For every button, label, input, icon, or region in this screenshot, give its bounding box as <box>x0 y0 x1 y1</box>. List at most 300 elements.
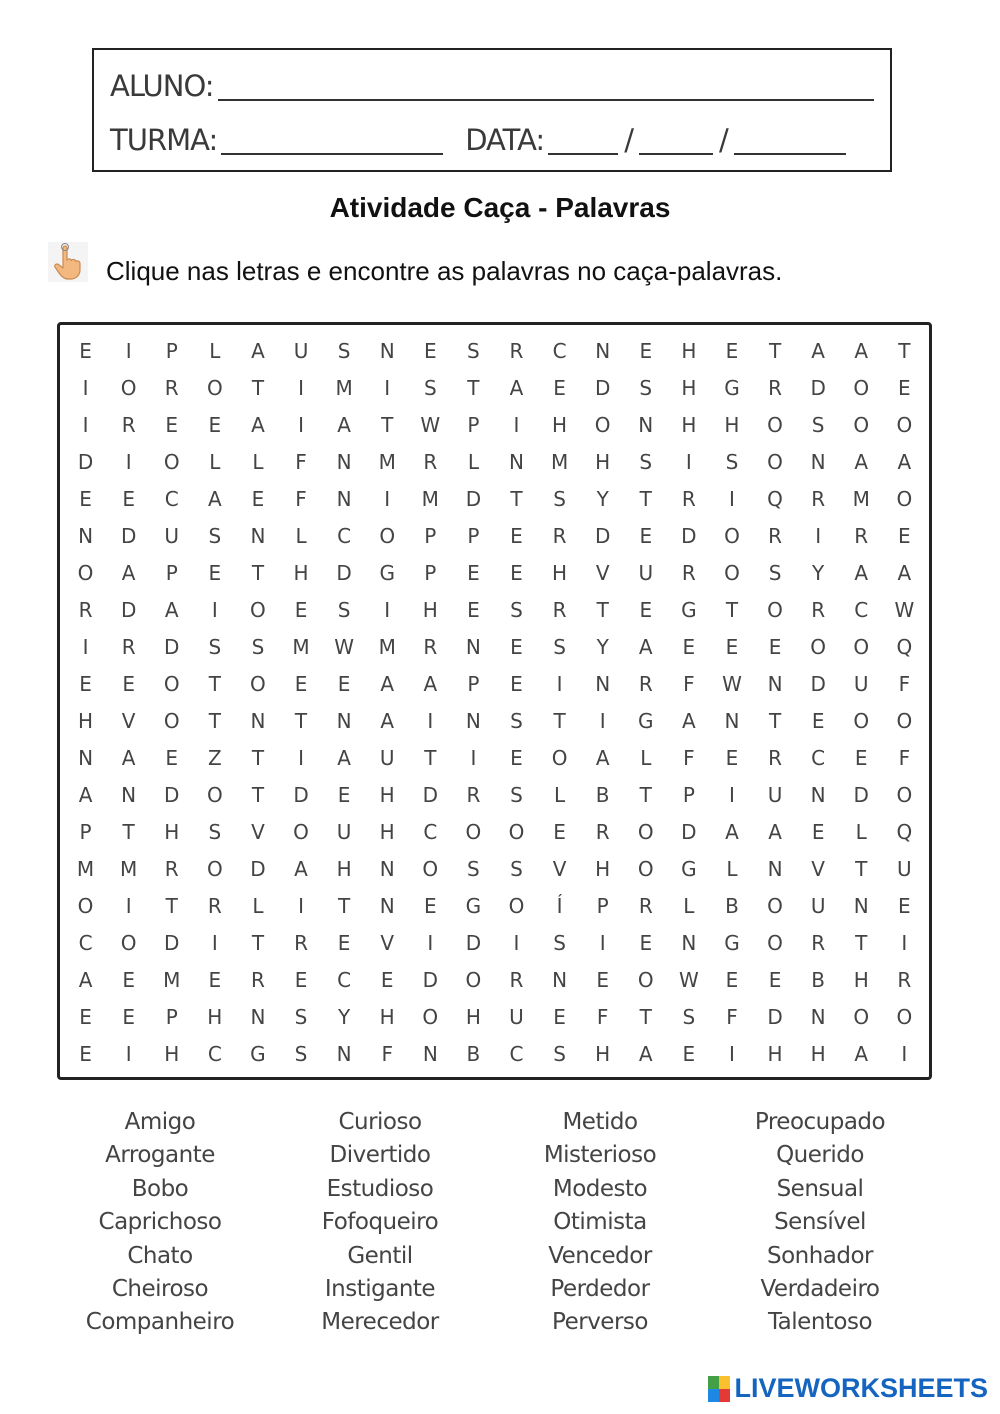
grid-letter[interactable]: I <box>125 1042 132 1066</box>
grid-letter[interactable]: U <box>336 820 352 844</box>
grid-letter[interactable]: D <box>77 450 94 474</box>
grid-letter[interactable]: N <box>379 894 395 918</box>
grid-letter[interactable]: E <box>639 598 653 622</box>
grid-letter[interactable]: R <box>768 746 782 770</box>
grid-letter[interactable]: P <box>79 820 92 844</box>
grid-letter[interactable]: A <box>337 746 351 770</box>
grid-letter[interactable]: S <box>208 635 222 659</box>
grid-letter[interactable]: S <box>208 820 222 844</box>
grid-letter[interactable]: H <box>379 1005 395 1029</box>
grid-letter[interactable]: D <box>767 1005 783 1029</box>
grid-letter[interactable]: T <box>639 783 652 807</box>
grid-letter[interactable]: M <box>550 450 569 474</box>
grid-letter[interactable]: E <box>294 968 308 992</box>
grid-letter[interactable]: D <box>120 524 137 548</box>
grid-letter[interactable]: N <box>78 746 94 770</box>
grid-letter[interactable]: O <box>767 931 783 955</box>
grid-letter[interactable]: E <box>725 746 739 770</box>
grid-letter[interactable]: R <box>768 376 782 400</box>
grid-letter[interactable]: D <box>250 857 266 881</box>
grid-letter[interactable]: D <box>336 561 352 585</box>
grid-letter[interactable]: O <box>422 857 439 881</box>
grid-letter[interactable]: T <box>208 709 221 733</box>
grid-letter[interactable]: O <box>853 1005 870 1029</box>
grid-letter[interactable]: I <box>729 487 735 511</box>
grid-letter[interactable]: L <box>467 450 479 474</box>
grid-letter[interactable]: E <box>898 524 911 548</box>
grid-letter[interactable]: O <box>508 820 525 844</box>
grid-letter[interactable]: S <box>294 1042 308 1066</box>
grid-letter[interactable]: H <box>422 598 438 622</box>
grid-letter[interactable]: E <box>79 487 92 511</box>
grid-letter[interactable]: E <box>682 1042 696 1066</box>
grid-letter[interactable]: D <box>465 487 482 511</box>
grid-letter[interactable]: T <box>898 339 911 363</box>
grid-letter[interactable]: L <box>726 857 738 881</box>
grid-letter[interactable]: C <box>811 746 826 770</box>
grid-letter[interactable]: H <box>552 561 568 585</box>
grid-letter[interactable]: C <box>337 968 352 992</box>
grid-letter[interactable]: D <box>164 931 180 955</box>
grid-letter[interactable]: H <box>681 413 697 437</box>
grid-letter[interactable]: R <box>509 339 524 363</box>
grid-letter[interactable]: O <box>724 524 740 548</box>
grid-letter[interactable]: H <box>595 857 611 881</box>
grid-letter[interactable]: W <box>894 598 915 622</box>
grid-letter[interactable]: O <box>250 598 266 622</box>
grid-letter[interactable]: P <box>467 524 480 548</box>
grid-letter[interactable]: E <box>423 339 437 363</box>
grid-letter[interactable]: A <box>121 746 136 770</box>
grid-letter[interactable]: A <box>595 746 610 770</box>
grid-letter[interactable]: C <box>552 339 567 363</box>
grid-letter[interactable]: I <box>599 709 606 733</box>
grid-letter[interactable]: L <box>209 450 221 474</box>
grid-letter[interactable]: R <box>164 857 179 881</box>
grid-letter[interactable]: D <box>594 524 611 548</box>
grid-letter[interactable]: E <box>768 968 782 992</box>
grid-letter[interactable]: M <box>163 968 181 992</box>
grid-letter[interactable]: I <box>298 413 304 437</box>
grid-letter[interactable]: F <box>726 1005 738 1029</box>
grid-letter[interactable]: A <box>638 635 653 659</box>
grid-letter[interactable]: E <box>380 968 394 992</box>
grid-letter[interactable]: U <box>509 1005 524 1029</box>
grid-letter[interactable]: G <box>724 931 740 955</box>
grid-letter[interactable]: B <box>811 968 825 992</box>
grid-letter[interactable]: E <box>854 746 868 770</box>
grid-letter[interactable]: R <box>121 635 136 659</box>
grid-letter[interactable]: L <box>209 339 221 363</box>
grid-letter[interactable]: O <box>853 413 870 437</box>
grid-letter[interactable]: H <box>379 820 395 844</box>
grid-letter[interactable]: E <box>467 561 480 585</box>
grid-letter[interactable]: D <box>810 672 826 696</box>
grid-letter[interactable]: F <box>295 487 307 511</box>
grid-letter[interactable]: E <box>165 746 179 770</box>
grid-letter[interactable]: P <box>467 413 480 437</box>
grid-letter[interactable]: H <box>379 783 395 807</box>
grid-letter[interactable]: H <box>465 1005 481 1029</box>
grid-letter[interactable]: N <box>638 413 654 437</box>
grid-letter[interactable]: R <box>164 376 179 400</box>
grid-letter[interactable]: E <box>639 339 653 363</box>
grid-letter[interactable]: Y <box>596 635 609 659</box>
grid-letter[interactable]: N <box>853 894 869 918</box>
grid-letter[interactable]: E <box>639 931 653 955</box>
grid-letter[interactable]: N <box>810 450 826 474</box>
grid-letter[interactable]: U <box>810 894 826 918</box>
grid-letter[interactable]: R <box>811 598 826 622</box>
grid-letter[interactable]: I <box>901 1042 908 1066</box>
grid-letter[interactable]: G <box>465 894 482 918</box>
grid-letter[interactable]: D <box>810 376 826 400</box>
grid-letter[interactable]: O <box>810 635 827 659</box>
grid-letter[interactable]: I <box>384 598 391 622</box>
grid-letter[interactable]: L <box>855 820 867 844</box>
grid-letter[interactable]: I <box>82 413 89 437</box>
grid-letter[interactable]: N <box>336 450 352 474</box>
grid-letter[interactable]: R <box>121 413 136 437</box>
grid-letter[interactable]: H <box>681 376 697 400</box>
grid-letter[interactable]: V <box>595 561 610 585</box>
grid-letter[interactable]: P <box>424 524 437 548</box>
grid-letter[interactable]: Y <box>812 561 825 585</box>
grid-letter[interactable]: T <box>510 487 523 511</box>
grid-letter[interactable]: O <box>896 487 913 511</box>
grid-letter[interactable]: I <box>729 1042 735 1066</box>
grid-letter[interactable]: O <box>896 783 913 807</box>
grid-letter[interactable]: A <box>78 783 93 807</box>
grid-letter[interactable]: N <box>595 672 611 696</box>
grid-letter[interactable]: U <box>293 339 309 363</box>
grid-letter[interactable]: T <box>208 672 221 696</box>
grid-letter[interactable]: A <box>768 820 782 844</box>
grid-letter[interactable]: S <box>510 709 523 733</box>
grid-letter[interactable]: M <box>76 857 95 881</box>
grid-letter[interactable]: B <box>725 894 739 918</box>
grid-letter[interactable]: O <box>465 820 482 844</box>
grid-letter[interactable]: F <box>683 746 695 770</box>
grid-letter[interactable]: E <box>553 376 566 400</box>
grid-letter[interactable]: R <box>897 968 912 992</box>
grid-letter[interactable]: H <box>78 709 94 733</box>
grid-letter[interactable]: F <box>295 450 307 474</box>
grid-letter[interactable]: N <box>422 1042 438 1066</box>
grid-letter[interactable]: R <box>595 820 610 844</box>
grid-letter[interactable]: O <box>637 820 654 844</box>
grid-letter[interactable]: S <box>510 598 523 622</box>
grid-letter[interactable]: I <box>125 450 132 474</box>
grid-letter[interactable]: D <box>164 783 180 807</box>
grid-letter[interactable]: E <box>294 672 308 696</box>
grid-letter[interactable]: D <box>681 524 697 548</box>
grid-letter[interactable]: D <box>422 783 438 807</box>
grid-letter[interactable]: E <box>122 968 135 992</box>
grid-letter[interactable]: A <box>380 709 395 733</box>
grid-letter[interactable]: N <box>509 450 524 474</box>
grid-letter[interactable]: E <box>122 487 135 511</box>
grid-letter[interactable]: H <box>810 1042 826 1066</box>
grid-letter[interactable]: I <box>125 339 132 363</box>
grid-letter[interactable]: S <box>337 339 351 363</box>
grid-letter[interactable]: N <box>767 672 783 696</box>
grid-letter[interactable]: H <box>767 1042 783 1066</box>
grid-letter[interactable]: P <box>467 672 480 696</box>
grid-letter[interactable]: A <box>509 376 524 400</box>
grid-letter[interactable]: B <box>595 783 610 807</box>
grid-letter[interactable]: V <box>121 709 136 733</box>
grid-letter[interactable]: R <box>207 894 222 918</box>
grid-letter[interactable]: P <box>596 894 609 918</box>
grid-letter[interactable]: M <box>335 376 353 400</box>
grid-letter[interactable]: E <box>596 968 609 992</box>
grid-letter[interactable]: E <box>768 635 782 659</box>
grid-letter[interactable]: Í <box>556 894 563 918</box>
grid-letter[interactable]: N <box>465 709 481 733</box>
grid-letter[interactable]: S <box>251 635 265 659</box>
grid-letter[interactable]: R <box>294 931 308 955</box>
grid-letter[interactable]: I <box>298 746 304 770</box>
grid-letter[interactable]: I <box>298 376 304 400</box>
grid-letter[interactable]: S <box>553 487 566 511</box>
grid-letter[interactable]: M <box>120 857 138 881</box>
grid-letter[interactable]: C <box>854 598 869 622</box>
grid-letter[interactable]: F <box>683 672 695 696</box>
grid-letter[interactable]: E <box>467 598 480 622</box>
grid-letter[interactable]: A <box>854 561 869 585</box>
grid-letter[interactable]: L <box>683 894 695 918</box>
grid-letter[interactable]: V <box>811 857 825 881</box>
grid-letter[interactable]: T <box>251 561 265 585</box>
grid-letter[interactable]: E <box>725 968 739 992</box>
grid-letter[interactable]: H <box>853 968 869 992</box>
grid-letter[interactable]: T <box>855 931 868 955</box>
grid-letter[interactable]: L <box>252 894 264 918</box>
grid-letter[interactable]: E <box>337 931 351 955</box>
grid-letter[interactable]: E <box>79 339 92 363</box>
grid-letter[interactable]: O <box>767 450 783 474</box>
grid-letter[interactable]: O <box>163 709 180 733</box>
grid-letter[interactable]: E <box>208 968 222 992</box>
grid-letter[interactable]: S <box>553 1042 566 1066</box>
grid-letter[interactable]: R <box>854 524 869 548</box>
grid-letter[interactable]: N <box>121 783 137 807</box>
grid-letter[interactable]: D <box>422 968 438 992</box>
grid-letter[interactable]: N <box>552 968 568 992</box>
grid-letter[interactable]: T <box>338 894 351 918</box>
grid-letter[interactable]: I <box>901 931 908 955</box>
grid-letter[interactable]: C <box>423 820 438 844</box>
grid-letter[interactable]: W <box>722 672 742 696</box>
grid-letter[interactable]: O <box>767 413 783 437</box>
grid-letter[interactable]: O <box>896 709 913 733</box>
grid-letter[interactable]: T <box>639 1005 652 1029</box>
grid-letter[interactable]: I <box>384 487 391 511</box>
grid-letter[interactable]: A <box>897 561 912 585</box>
grid-letter[interactable]: V <box>552 857 567 881</box>
grid-letter[interactable]: I <box>384 376 391 400</box>
grid-letter[interactable]: E <box>811 709 825 733</box>
grid-letter[interactable]: L <box>554 783 566 807</box>
grid-letter[interactable]: P <box>682 783 695 807</box>
grid-letter[interactable]: O <box>120 931 137 955</box>
grid-letter[interactable]: H <box>552 413 568 437</box>
grid-letter[interactable]: L <box>640 746 652 770</box>
grid-letter[interactable]: E <box>208 413 222 437</box>
grid-letter[interactable]: N <box>810 1005 826 1029</box>
grid-letter[interactable]: O <box>724 561 740 585</box>
grid-letter[interactable]: A <box>207 487 222 511</box>
grid-letter[interactable]: P <box>424 561 437 585</box>
grid-letter[interactable]: T <box>294 709 308 733</box>
grid-letter[interactable]: O <box>293 820 309 844</box>
grid-letter[interactable]: E <box>898 376 911 400</box>
grid-letter[interactable]: O <box>594 413 611 437</box>
grid-letter[interactable]: U <box>767 783 783 807</box>
grid-letter[interactable]: U <box>853 672 869 696</box>
grid-letter[interactable]: O <box>77 561 94 585</box>
grid-letter[interactable]: L <box>295 524 307 548</box>
grid-letter[interactable]: Y <box>338 1005 351 1029</box>
grid-letter[interactable]: E <box>79 1042 92 1066</box>
grid-letter[interactable]: O <box>896 1005 913 1029</box>
grid-letter[interactable]: L <box>252 450 264 474</box>
grid-letter[interactable]: F <box>381 1042 393 1066</box>
grid-letter[interactable]: A <box>164 598 179 622</box>
grid-letter[interactable]: O <box>465 968 482 992</box>
grid-letter[interactable]: W <box>420 413 441 437</box>
grid-letter[interactable]: V <box>251 820 265 844</box>
grid-letter[interactable]: E <box>79 672 92 696</box>
grid-letter[interactable]: E <box>165 413 179 437</box>
grid-letter[interactable]: T <box>553 709 566 733</box>
grid-letter[interactable]: M <box>421 487 439 511</box>
grid-letter[interactable]: D <box>681 820 697 844</box>
grid-letter[interactable]: E <box>898 894 911 918</box>
grid-letter[interactable]: S <box>467 857 480 881</box>
grid-letter[interactable]: H <box>207 1005 223 1029</box>
grid-letter[interactable]: I <box>211 931 218 955</box>
grid-letter[interactable]: D <box>120 598 137 622</box>
grid-letter[interactable]: A <box>897 450 912 474</box>
grid-letter[interactable]: N <box>465 635 481 659</box>
grid-letter[interactable]: O <box>767 894 783 918</box>
grid-letter[interactable]: R <box>768 524 782 548</box>
grid-letter[interactable]: O <box>853 635 870 659</box>
grid-letter[interactable]: T <box>467 376 480 400</box>
grid-letter[interactable]: R <box>250 968 265 992</box>
grid-letter[interactable]: I <box>815 524 822 548</box>
grid-letter[interactable]: T <box>639 487 652 511</box>
grid-letter[interactable]: D <box>465 931 482 955</box>
grid-letter[interactable]: T <box>122 820 135 844</box>
grid-letter[interactable]: D <box>164 635 180 659</box>
grid-letter[interactable]: M <box>292 635 310 659</box>
grid-letter[interactable]: C <box>164 487 179 511</box>
grid-letter[interactable]: Q <box>896 635 913 659</box>
grid-letter[interactable]: E <box>79 1005 92 1029</box>
grid-letter[interactable]: Y <box>596 487 609 511</box>
grid-letter[interactable]: E <box>337 783 351 807</box>
grid-letter[interactable]: P <box>165 561 178 585</box>
grid-letter[interactable]: R <box>509 968 524 992</box>
grid-letter[interactable]: R <box>552 524 567 548</box>
grid-letter[interactable]: S <box>337 598 351 622</box>
grid-letter[interactable]: H <box>164 1042 180 1066</box>
grid-letter[interactable]: A <box>294 857 308 881</box>
grid-letter[interactable]: O <box>637 857 654 881</box>
grid-letter[interactable]: O <box>853 709 870 733</box>
grid-letter[interactable]: N <box>336 487 352 511</box>
grid-letter[interactable]: O <box>206 783 223 807</box>
grid-letter[interactable]: H <box>724 413 740 437</box>
grid-letter[interactable]: E <box>725 339 739 363</box>
grid-letter[interactable]: A <box>78 968 93 992</box>
grid-letter[interactable]: E <box>294 598 308 622</box>
grid-letter[interactable]: M <box>378 450 396 474</box>
grid-letter[interactable]: E <box>553 1005 566 1029</box>
grid-letter[interactable]: E <box>510 672 523 696</box>
grid-letter[interactable]: I <box>427 709 434 733</box>
grid-letter[interactable]: O <box>379 524 396 548</box>
grid-letter[interactable]: N <box>810 783 826 807</box>
grid-letter[interactable]: T <box>251 931 265 955</box>
grid-letter[interactable]: G <box>681 857 697 881</box>
grid-letter[interactable]: S <box>725 450 739 474</box>
grid-letter[interactable]: R <box>423 635 438 659</box>
grid-letter[interactable]: C <box>78 931 93 955</box>
grid-letter[interactable]: O <box>250 672 266 696</box>
grid-letter[interactable]: T <box>855 857 868 881</box>
grid-letter[interactable]: S <box>682 1005 696 1029</box>
grid-letter[interactable]: R <box>552 598 567 622</box>
grid-letter[interactable]: S <box>294 1005 308 1029</box>
grid-letter[interactable]: E <box>639 524 653 548</box>
grid-letter[interactable]: O <box>853 376 870 400</box>
grid-letter[interactable]: O <box>551 746 568 770</box>
grid-letter[interactable]: U <box>379 746 395 770</box>
grid-letter[interactable]: G <box>638 709 654 733</box>
grid-letter[interactable]: R <box>638 894 653 918</box>
grid-letter[interactable]: O <box>896 413 913 437</box>
grid-letter[interactable]: E <box>682 635 696 659</box>
grid-letter[interactable]: N <box>379 857 395 881</box>
grid-letter[interactable]: T <box>165 894 178 918</box>
grid-letter[interactable]: A <box>682 709 696 733</box>
grid-letter[interactable]: A <box>380 672 395 696</box>
grid-letter[interactable]: T <box>381 413 394 437</box>
grid-letter[interactable]: G <box>724 376 740 400</box>
grid-letter[interactable]: E <box>122 672 135 696</box>
grid-letter[interactable]: C <box>337 524 352 548</box>
grid-letter[interactable]: R <box>811 487 826 511</box>
grid-letter[interactable]: S <box>639 376 653 400</box>
grid-letter[interactable]: R <box>423 450 438 474</box>
grid-letter[interactable]: S <box>811 413 825 437</box>
grid-letter[interactable]: B <box>466 1042 481 1066</box>
grid-letter[interactable]: M <box>852 487 870 511</box>
grid-letter[interactable]: O <box>163 672 180 696</box>
grid-letter[interactable]: A <box>638 1042 653 1066</box>
grid-letter[interactable]: E <box>337 672 351 696</box>
grid-letter[interactable]: S <box>510 783 523 807</box>
grid-letter[interactable]: E <box>251 487 265 511</box>
grid-letter[interactable]: E <box>510 635 523 659</box>
grid-letter[interactable]: I <box>513 413 520 437</box>
grid-letter[interactable]: I <box>82 635 89 659</box>
grid-letter[interactable]: H <box>293 561 309 585</box>
